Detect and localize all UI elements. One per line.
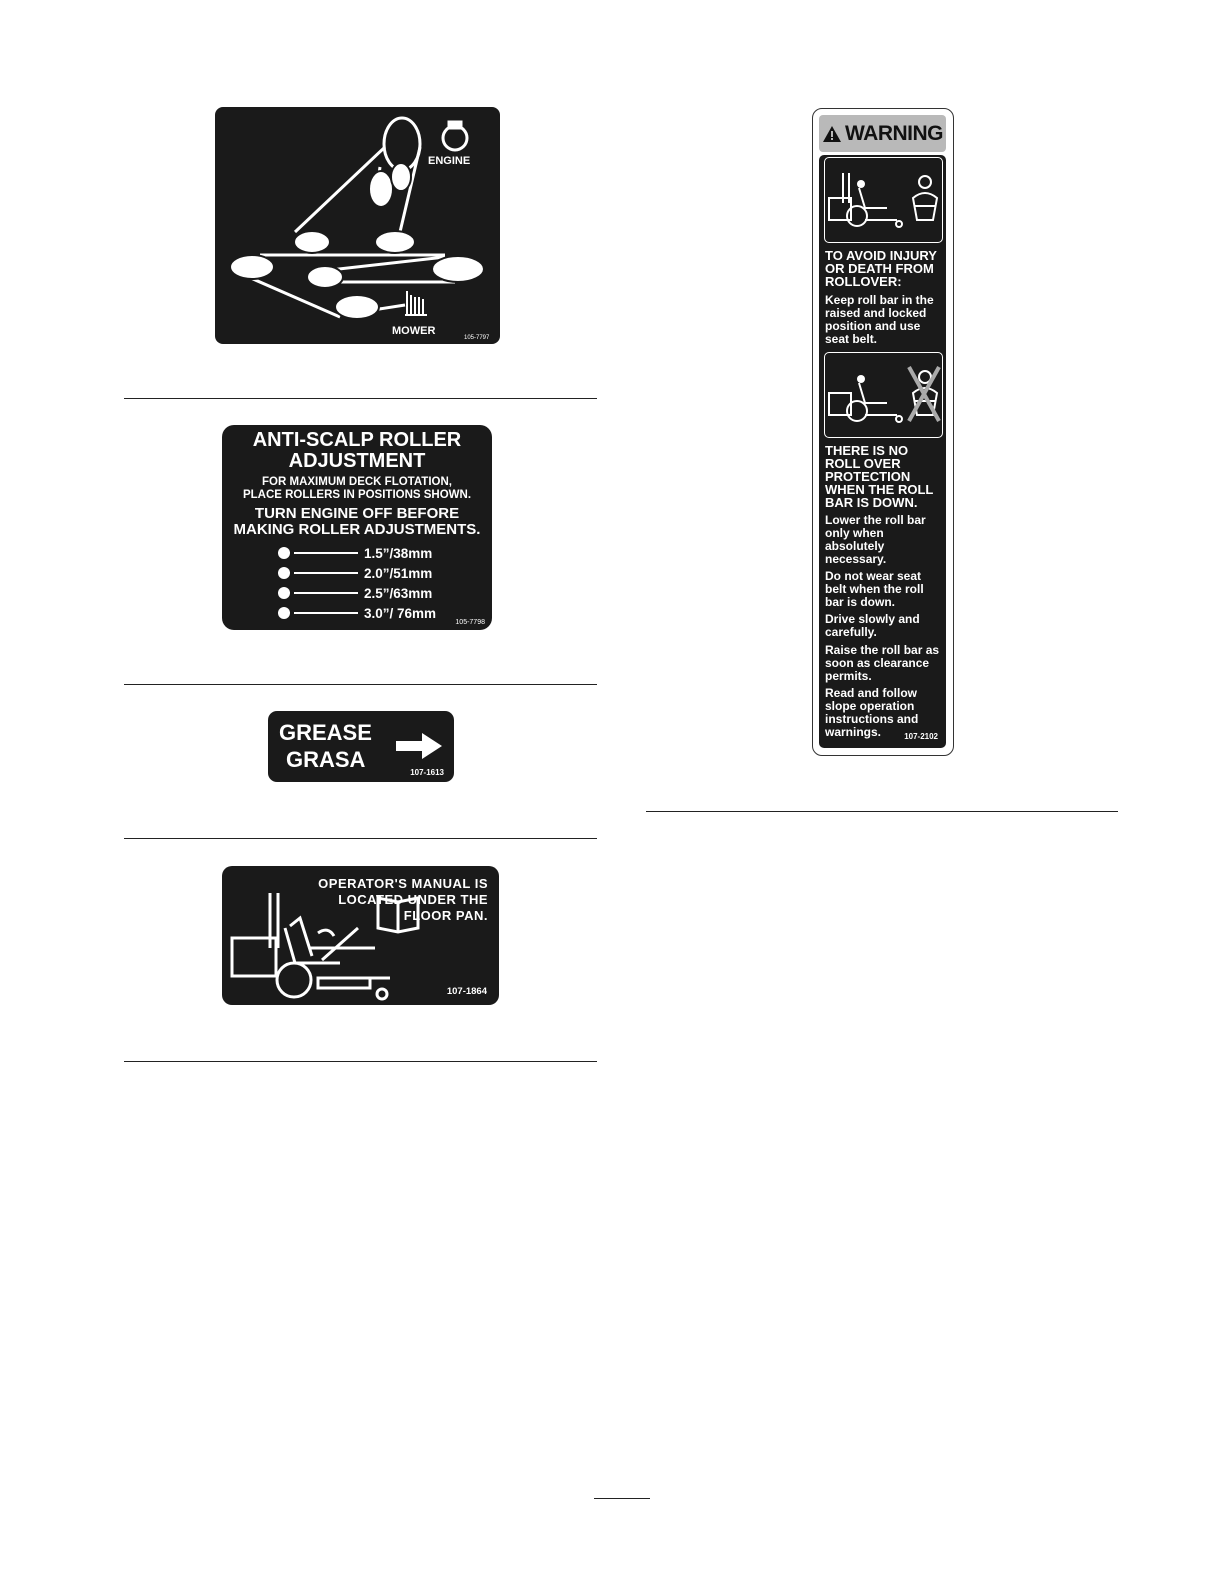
- text-line: necessary.: [825, 552, 887, 566]
- text-line: seat belt.: [825, 332, 878, 346]
- warning-title: WARNING: [845, 121, 943, 145]
- height-value: 2.5”/63mm: [364, 585, 433, 601]
- text-line: WHEN THE ROLL: [825, 482, 934, 497]
- divider: [124, 684, 597, 685]
- text-line: Raise the roll bar as: [825, 643, 940, 657]
- text-line: Keep roll bar in the: [825, 293, 934, 307]
- page-number-rule: [594, 1498, 650, 1499]
- antiscalp-roller-decal: [222, 425, 492, 630]
- rollover-warning-decal: [812, 108, 954, 756]
- engine-label: ENGINE: [428, 155, 471, 167]
- text-line: position and use: [825, 319, 921, 333]
- subtitle-line: FOR MAXIMUM DECK FLOTATION,: [262, 476, 452, 488]
- raise-roll-bar-text: [825, 644, 945, 683]
- warning-body: [819, 155, 946, 748]
- no-seatbelt-icon: [825, 353, 942, 437]
- text-line: Drive slowly and: [825, 612, 920, 626]
- text-line: THERE IS NO: [825, 443, 909, 458]
- operator-seatbelt-icon: [825, 158, 942, 242]
- height-value: 1.5”/38mm: [364, 545, 433, 561]
- title-line: ANTI-SCALP ROLLER: [252, 429, 462, 451]
- belt-routing-decal: [215, 107, 500, 344]
- text-line: soon as clearance: [825, 656, 930, 670]
- divider: [124, 1061, 597, 1062]
- grasa-label: GRASA: [286, 747, 366, 772]
- no-protection-caption: [825, 444, 945, 509]
- warning-header: [819, 115, 946, 152]
- text-line: ROLL OVER: [825, 456, 901, 471]
- title-line: ADJUSTMENT: [288, 450, 426, 472]
- text-line: LOCATED UNDER THE: [338, 892, 488, 907]
- decal-title: [222, 430, 492, 472]
- subtitle-line: PLACE ROLLERS IN POSITIONS SHOWN.: [242, 489, 472, 501]
- lower-roll-bar-text: [825, 514, 945, 566]
- text-line: Do not wear seat: [825, 569, 922, 583]
- warning-line: TURN ENGINE OFF BEFORE: [254, 505, 460, 522]
- part-number: 107-2102: [904, 732, 938, 741]
- text-line: permits.: [825, 669, 872, 683]
- warning-line: MAKING ROLLER ADJUSTMENTS.: [233, 521, 481, 538]
- part-number: 107-1613: [410, 768, 444, 777]
- drive-slowly-text: [825, 613, 945, 639]
- keep-roll-bar-text: [825, 294, 945, 346]
- part-number: 105-7797: [464, 335, 490, 341]
- height-row: [278, 583, 492, 603]
- text-line: warnings.: [825, 725, 882, 739]
- roll-bar-up-pictogram: [824, 157, 943, 243]
- part-number: 107-1864: [446, 986, 487, 997]
- roll-bar-down-pictogram: [824, 352, 943, 438]
- divider: [124, 398, 597, 399]
- position-dot: [278, 587, 290, 599]
- manual-location-decal: [222, 866, 499, 1005]
- text-line: FLOOR PAN.: [403, 908, 488, 923]
- text-line: OR DEATH FROM: [825, 261, 934, 276]
- height-list: [278, 543, 492, 623]
- text-line: raised and locked: [825, 306, 927, 320]
- warning-triangle-icon: [822, 125, 842, 143]
- decal-warning-text: [222, 506, 492, 538]
- text-line: absolutely: [825, 539, 885, 553]
- height-value: 3.0”/ 76mm: [364, 605, 437, 621]
- text-line: carefully.: [825, 625, 877, 639]
- position-dot: [278, 547, 290, 559]
- height-row: [278, 543, 492, 563]
- text-line: TO AVOID INJURY: [825, 248, 937, 263]
- grease-decal: [268, 711, 454, 782]
- no-seatbelt-text: [825, 570, 945, 609]
- text-line: ROLLOVER:: [825, 274, 902, 289]
- text-line: BAR IS DOWN.: [825, 495, 918, 510]
- leader-line: [294, 552, 358, 554]
- mower-label: MOWER: [392, 325, 436, 337]
- text-line: only when: [825, 526, 884, 540]
- text-line: slope operation: [825, 699, 915, 713]
- part-number: 105-7798: [455, 619, 485, 626]
- text-line: bar is down.: [825, 595, 896, 609]
- text-line: belt when the roll: [825, 582, 924, 596]
- leader-line: [294, 592, 358, 594]
- manual-location-text: [318, 876, 488, 924]
- arrow-right-icon: [396, 733, 442, 759]
- leader-line: [294, 612, 358, 614]
- position-dot: [278, 567, 290, 579]
- text-line: Lower the roll bar: [825, 513, 926, 527]
- text-line: instructions and: [825, 712, 919, 726]
- leader-line: [294, 572, 358, 574]
- decal-subtitle: [222, 476, 492, 502]
- position-dot: [278, 607, 290, 619]
- divider: [646, 811, 1118, 812]
- grease-label: GREASE: [279, 720, 372, 745]
- text-line: OPERATOR'S MANUAL IS: [318, 876, 488, 891]
- height-row: [278, 563, 492, 583]
- warning-caption: [825, 249, 945, 288]
- belt-diagram: [215, 107, 500, 344]
- divider: [124, 838, 597, 839]
- text-line: PROTECTION: [825, 469, 911, 484]
- height-value: 2.0”/51mm: [364, 565, 433, 581]
- text-line: Read and follow: [825, 686, 918, 700]
